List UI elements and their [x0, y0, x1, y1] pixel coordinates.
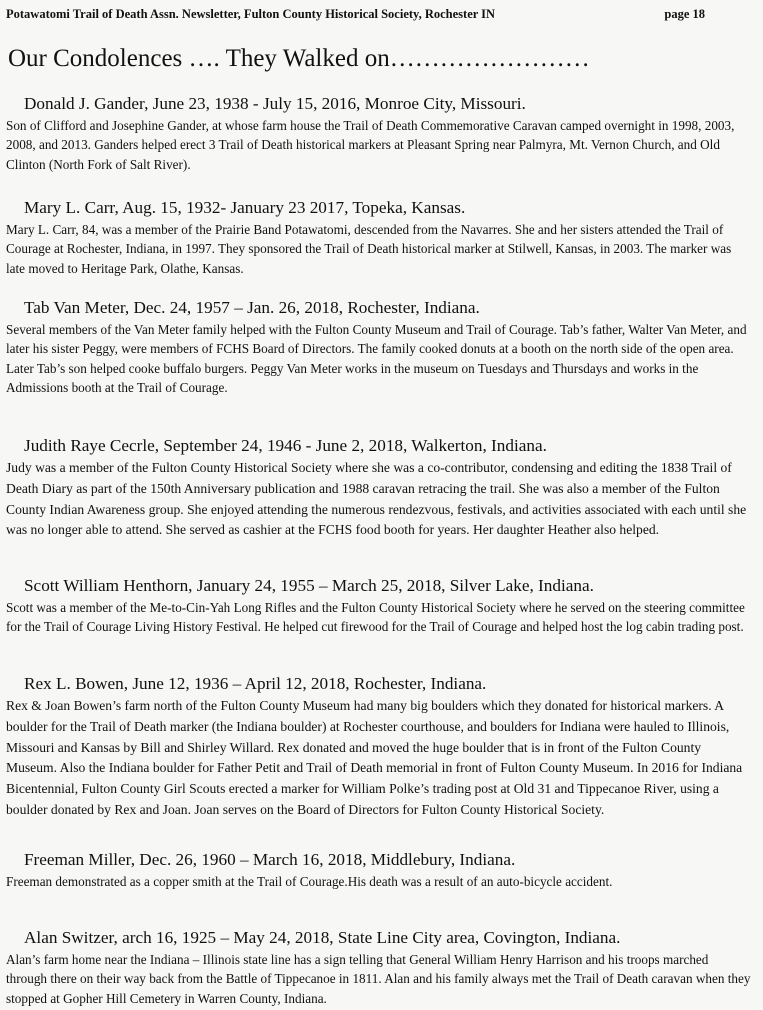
entry-heading: Mary L. Carr, Aug. 15, 1932- January 23 2017, Topeka, Kansas. — [24, 198, 466, 217]
entry-body: Scott was a member of the Me-to-Cin-Yah Long Rifles and the Fulton County Historical Society where he served on the steering committee for the Trail of Courage Living History Festival. He helped cut firewood for the Trail of Courage and helped host the log cabin trading post. — [6, 600, 745, 635]
condolence-entry — [6, 674, 751, 821]
newsletter-title: Potawatomi Trail of Death Assn. Newsletter, Fulton County Historical Society, Rochester IN — [6, 7, 496, 21]
page-title: Our Condolences …. They Walked on…………………… — [8, 45, 590, 72]
condolence-entry — [6, 928, 751, 1008]
condolence-entry — [6, 576, 751, 637]
page-header — [6, 6, 751, 24]
entry-heading: Freeman Miller, Dec. 26, 1960 – March 16, 2018, Middlebury, Indiana. — [24, 850, 516, 869]
entry-heading: Tab Van Meter, Dec. 24, 1957 – Jan. 26, 2018, Rochester, Indiana. — [24, 298, 480, 317]
condolence-entry — [6, 94, 751, 174]
entry-body: Rex & Joan Bowen’s farm north of the Fulton County Museum had many big boulders which they donated for historical markers. A boulder for the Trail of Death marker (the Indiana boulder) at Rochester courthouse, and boulders for Indiana were hauled to Illinois, Missouri and Kansas by Bill and Shirley Willard. Rex donated and moved the huge boulder that is in front of the Fulton County Museum. Also the Indiana boulder for Father Petit and Trail of Death memorial in front of Fulton County Museum. In 2016 for Indiana Bicentennial, Fulton County Girl Scouts erected a marker for William Polke’s trading post at Old 31 and Tippecanoe River, using a boulder donated by Rex and Joan. Joan serves on the Board of Directors for Fulton County Historical Society. — [6, 698, 743, 817]
entry-body: Freeman demonstrated as a copper smith at the Trail of Courage.His death was a result of an auto-bicycle accident. — [6, 874, 613, 889]
condolence-entry — [6, 198, 751, 278]
condolence-entry — [6, 850, 751, 891]
condolence-entry — [6, 436, 751, 541]
entry-body: Son of Clifford and Josephine Gander, at whose farm house the Trail of Death Commemorative Caravan camped overnight in 1998, 2003, 2008, and 2013. Ganders helped erect 3 Trail of Death historical markers at Pleasant Spring near Palmyra, Mt. Vernon Church, and Old Clinton (North Fork of Salt River). — [6, 118, 735, 172]
entry-body: Alan’s farm home near the Indiana – Illinois state line has a sign telling that General William Henry Harrison and his troops marched through there on their way back from the Battle of Tippecanoe in 1811. Alan and his family always met the Trail of Death caravan when they stopped at Gopher Hill Cemetery in Warren County, Indiana. — [6, 952, 751, 1006]
entry-body: Several members of the Van Meter family helped with the Fulton County Museum and Trail of Courage. Tab’s father, Walter Van Meter, and later his sister Peggy, were members of FCHS Board of Directors. The family cooked donuts at a booth on the north side of the open area. Later Tab’s son helped cooke buffalo burgers. Peggy Van Meter works in the museum on Tuesdays and Thursdays and works in the Admissions booth at the Trail of Courage. — [6, 322, 747, 395]
page-number: page 18 — [664, 7, 705, 21]
condolence-entry — [6, 298, 751, 397]
entry-heading: Alan Switzer, arch 16, 1925 – May 24, 2018, State Line City area, Covington, Indiana. — [24, 928, 621, 947]
entry-body: Mary L. Carr, 84, was a member of the Prairie Band Potawatomi, descended from the Navarres. She and her sisters attended the Trail of Courage at Rochester, Indiana, in 1997. They sponsored the Trail of Death historical marker at Stilwell, Kansas, in 2003. The marker was late moved to Heritage Park, Olathe, Kansas. — [6, 222, 732, 276]
entry-body: Judy was a member of the Fulton County Historical Society where she was a co-contributor, condensing and editing the 1838 Trail of Death Diary as part of the 150th Anniversary publication and 1988 caravan retracing the trail. She was also a member of the Fulton County Indian Awareness group. She enjoyed attending the numerous rendezvous, festivals, and activities associated with each until she was no longer able to attend. She served as cashier at the FCHS food booth for years. Her daughter Heather also helped. — [6, 460, 747, 538]
entry-heading: Donald J. Gander, June 23, 1938 - July 15, 2016, Monroe City, Missouri. — [24, 94, 526, 113]
entry-heading: Rex L. Bowen, June 12, 1936 – April 12, 2018, Rochester, Indiana. — [24, 674, 487, 693]
entry-heading: Scott William Henthorn, January 24, 1955 – March 25, 2018, Silver Lake, Indiana. — [24, 576, 594, 595]
entry-heading: Judith Raye Cecrle, September 24, 1946 - June 2, 2018, Walkerton, Indiana. — [24, 436, 547, 455]
